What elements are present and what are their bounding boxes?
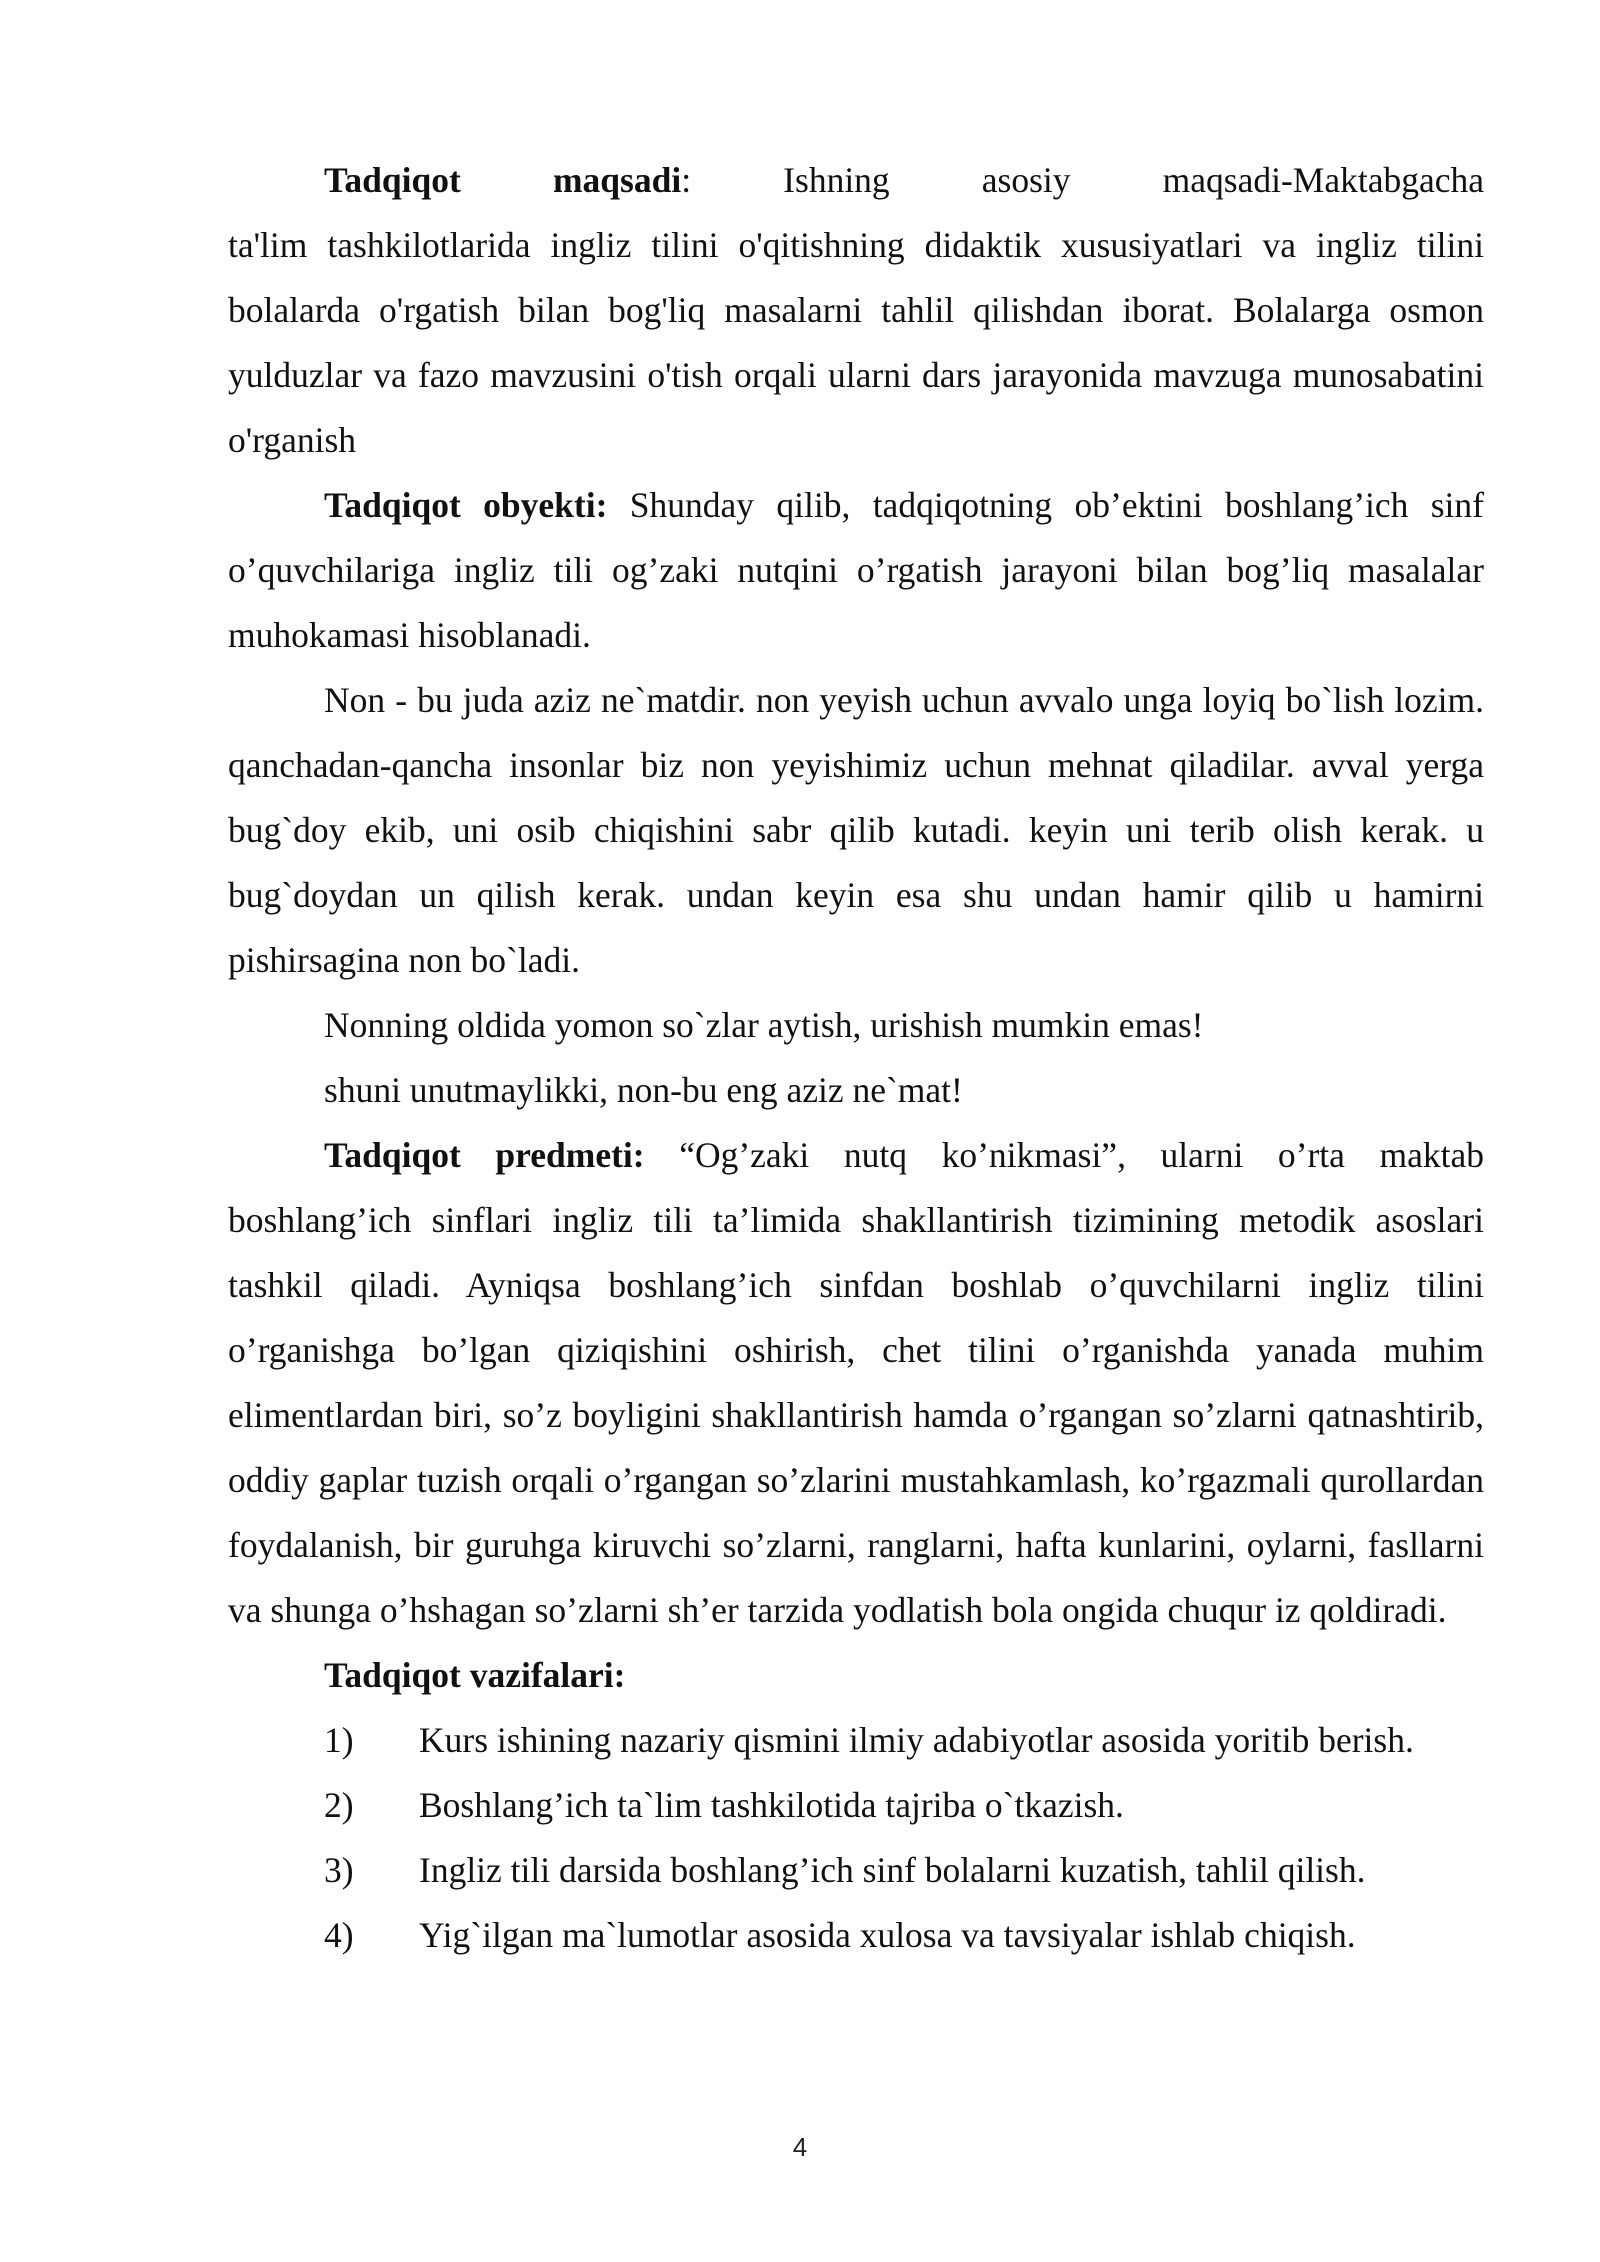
list-item xyxy=(228,1773,1484,1838)
predmet-text: “Og’zaki nutq ko’nikmasi”, ularni o’rta maktab boshlang’ich sinflari ingliz tili ta’limida shakllantirish tizimining metodik asoslari tashkil qiladi. Ayniqsa boshlang’ich sinfdan boshlab o’quvchilarni ingliz tilini o’rganishga bo’lgan qiziqishini oshirish, chet tilini o’rganishda yanada muhim elimentlardan biri, so’z boyligini shakllantirish hamda o’rgangan so’zlarni qatnashtirib, oddiy gaplar tuzish orqali o’rgangan so’zlarini mustahkamlash, ko’rgazmali qurollardan foydalanish, bir guruhga kiruvchi so’zlarni, ranglarni, hafta kunlarini, oylarni, fasllarni va shunga o’hshagan so’zlarni sh’er tarzida yodlatish bola ongida chuqur iz qoldiradi. xyxy=(228,1135,1484,1630)
label-tadqiqot-obyekti: Tadqiqot obyekti: xyxy=(324,485,608,525)
list-item xyxy=(228,1838,1484,1903)
page-number: 4 xyxy=(792,2132,808,2162)
list-item-number: 4) xyxy=(324,1915,354,1955)
maqsad-first-line-text: Ishning asosiy maqsadi-Maktabgacha xyxy=(691,160,1484,200)
paragraph-maqsad-first-line xyxy=(228,148,1484,213)
heading-tadqiqot-vazifalari: Tadqiqot vazifalari: xyxy=(324,1655,626,1695)
list-item-number: 3) xyxy=(324,1850,354,1890)
list-item-text: Kurs ishining nazariy qismini ilmiy adabiyotlar asosida yoritib berish. xyxy=(419,1720,1414,1760)
paragraph-predmet xyxy=(228,1123,1484,1643)
paragraph-non-2: Nonning oldida yomon so`zlar aytish, urishish mumkin emas! xyxy=(324,1005,1204,1045)
paragraph-maqsad-body: ta'lim tashkilotlarida ingliz tilini o'qitishning didaktik xususiyatlari va ingliz tilini bolalarda o'rgatish bilan bog'liq masalarni tahlil qilishdan iborat. Bolalarga osmon yulduzlar va fazo mavzusini o'tish orqali ularni dars jarayonida mavzuga munosabatini o'rganish xyxy=(228,225,1484,460)
list-item-text: Ingliz tili darsida boshlang’ich sinf bolalarni kuzatish, tahlil qilish. xyxy=(419,1850,1366,1890)
list-item-text: Yig`ilgan ma`lumotlar asosida xulosa va tavsiyalar ishlab chiqish. xyxy=(419,1915,1356,1955)
page-body xyxy=(228,148,1484,1968)
list-item xyxy=(228,1708,1484,1773)
paragraph-obyekt xyxy=(228,473,1484,668)
list-item-text: Boshlang’ich ta`lim tashkilotida tajriba o`tkazish. xyxy=(419,1785,1124,1825)
paragraph-non-3: shuni unutmaylikki, non-bu eng aziz ne`mat! xyxy=(324,1070,963,1110)
list-item-number: 1) xyxy=(324,1720,354,1760)
obyekt-text: Shunday qilib, tadqiqotning ob’ektini boshlang’ich sinf o’quvchilariga ingliz tili og’zaki nutqini o’rgatish jarayoni bilan bog’liq masalalar muhokamasi hisoblanadi. xyxy=(228,485,1484,655)
paragraph-non-1: Non - bu juda aziz ne`matdir. non yeyish uchun avvalo unga loyiq bo`lish lozim. qanchadan-qancha insonlar biz non yeyishimiz uchun mehnat qiladilar. avval yerga bug`doy ekib, uni osib chiqishini sabr qilib kutadi. keyin uni terib olish kerak. u bug`doydan un qilish kerak. undan keyin esa shu undan hamir qilib u hamirni pishirsagina non bo`ladi. xyxy=(228,680,1484,980)
label-tadqiqot-maqsadi: Tadqiqot maqsadi xyxy=(324,160,682,200)
list-item-number: 2) xyxy=(324,1785,354,1825)
label-punct: : xyxy=(681,160,692,200)
vazifalar-list xyxy=(228,1708,1484,1968)
list-item xyxy=(228,1903,1484,1968)
label-tadqiqot-predmeti: Tadqiqot predmeti: xyxy=(324,1135,645,1175)
